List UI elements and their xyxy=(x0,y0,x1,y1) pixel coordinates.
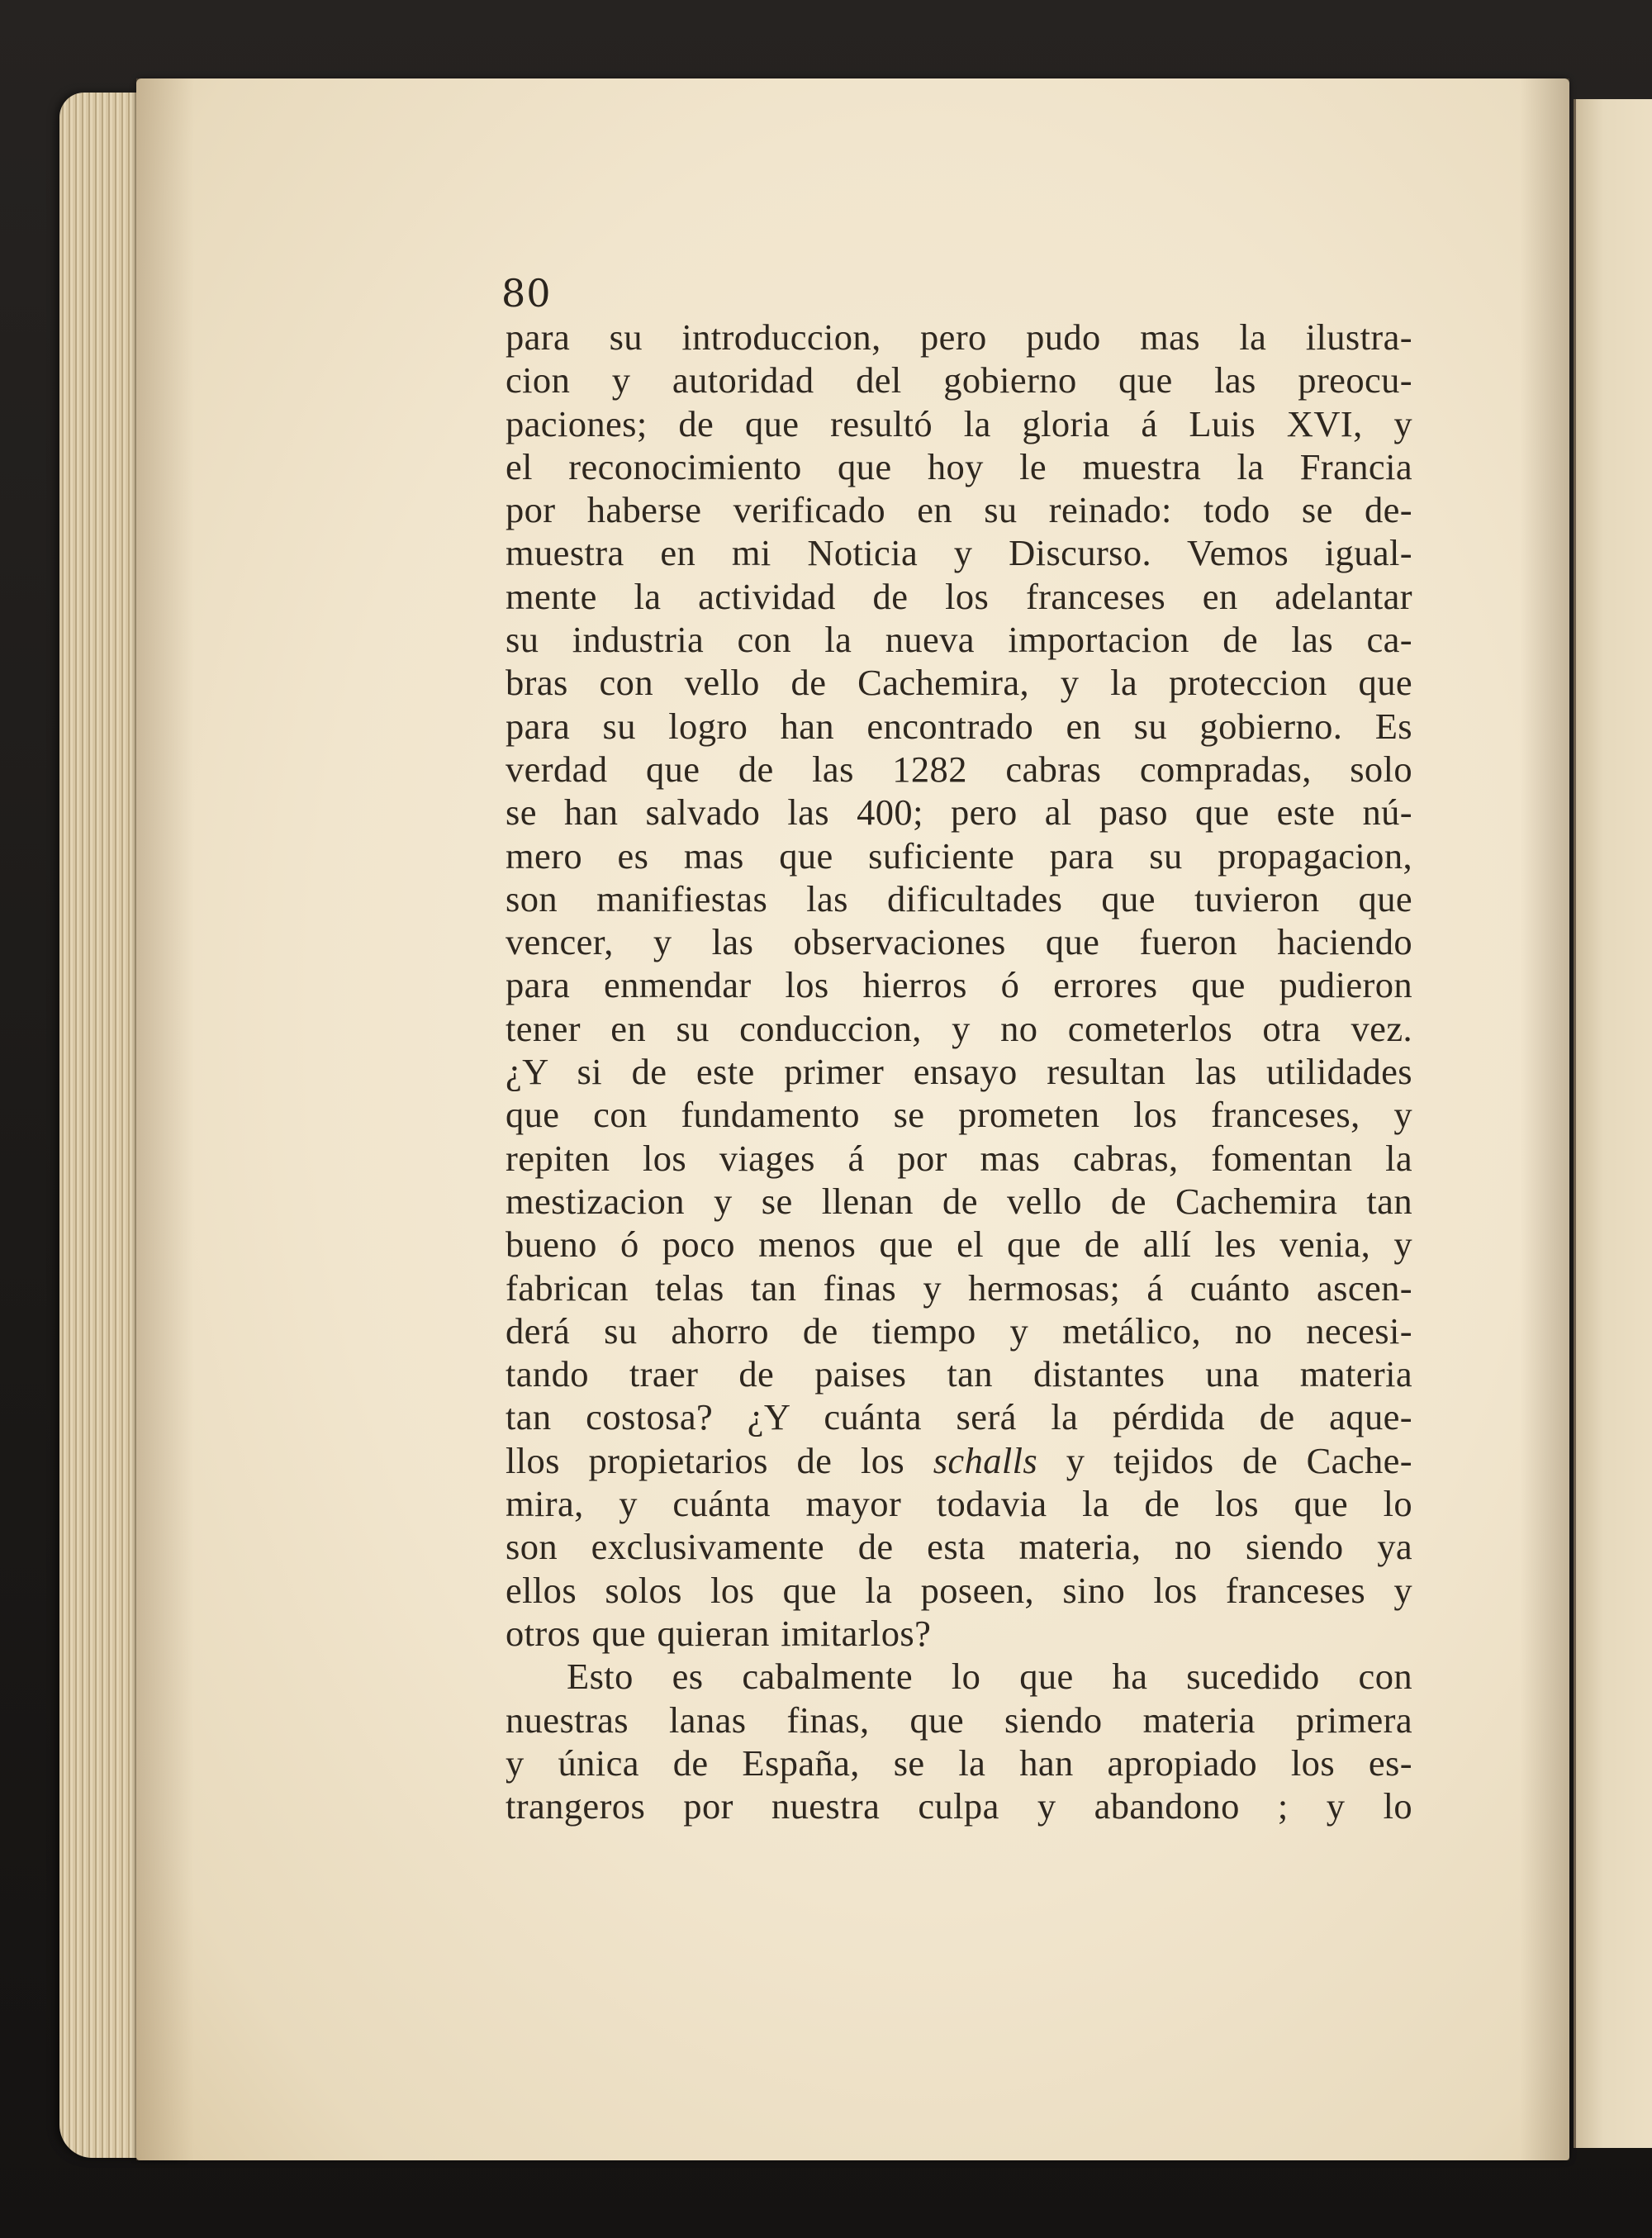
text-line: otros que quieran imitarlos? xyxy=(506,1612,932,1654)
text-line: repiten los viages á por mas cabras, fomentan la xyxy=(506,1137,1412,1179)
text-line: ¿Y si de este primer ensayo resultan las utilidades xyxy=(506,1051,1412,1093)
text-line: tener en su conduccion, y no cometerlos otra vez. xyxy=(506,1007,1412,1049)
text-segment: llos propietarios de los xyxy=(506,1439,905,1481)
paragraph-first-line: Esto es cabalmente lo que ha sucedido con xyxy=(567,1656,1412,1698)
page-number: 80 xyxy=(501,271,552,316)
text-line: se han salvado las 400; pero al paso que este nú- xyxy=(506,791,1412,834)
text-line: bueno ó poco menos que el que de allí les venia, y xyxy=(506,1224,1412,1266)
text-line: derá su ahorro de tiempo y metálico, no necesi- xyxy=(506,1309,1412,1352)
text-line: paciones; de que resultó la gloria á Luis XVI, y xyxy=(506,402,1412,444)
text-line: ellos solos los que la poseen, sino los franceses y xyxy=(506,1569,1412,1611)
page-left-shadow xyxy=(136,78,194,2160)
text-line: muestra en mi Noticia y Discurso. Vemos igual- xyxy=(506,532,1412,574)
facing-page-edge xyxy=(1574,99,1652,2148)
text-line: verdad que de las 1282 cabras compradas, solo xyxy=(506,748,1412,790)
text-line: para enmendar los hierros ó errores que pudieron xyxy=(506,964,1412,1006)
text-line: por haberse verificado en su reinado: todo se de- xyxy=(506,489,1412,531)
text-line: mero es mas que suficiente para su propagacion, xyxy=(506,834,1412,877)
text-line: mestizacion y se llenan de vello de Cachemira tan xyxy=(506,1180,1412,1222)
body-text xyxy=(506,316,1412,1827)
text-line: mente la actividad de los franceses en adelantar xyxy=(506,575,1412,617)
text-segment: y tejidos de Cache- xyxy=(1066,1439,1412,1481)
text-line: nuestras lanas finas, que siendo materia primera xyxy=(506,1699,1412,1741)
text-line: son manifiestas las dificultades que tuvieron que xyxy=(506,877,1412,919)
page-gutter-shadow xyxy=(1520,78,1569,2160)
text-line: el reconocimiento que hoy le muestra la Francia xyxy=(506,445,1412,487)
text-line-mixed xyxy=(506,1439,1412,1482)
text-line: tan costosa? ¿Y cuánta será la pérdida de aque- xyxy=(506,1396,1412,1438)
text-line: mira, y cuánta mayor todavia la de los que lo xyxy=(506,1483,1412,1525)
text-line: tando traer de paises tan distantes una materia xyxy=(506,1353,1412,1395)
text-line: vencer, y las observaciones que fueron haciendo xyxy=(506,921,1412,963)
italic-term: schalls xyxy=(933,1439,1038,1481)
text-line: y única de España, se la han apropiado los es- xyxy=(506,1741,1412,1784)
text-line: su industria con la nueva importacion de las ca- xyxy=(506,619,1412,661)
text-line: trangeros por nuestra culpa y abandono ; y lo xyxy=(506,1785,1412,1827)
text-line: para su logro han encontrado en su gobierno. Es xyxy=(506,705,1412,747)
text-line: para su introduccion, pero pudo mas la ilustra- xyxy=(506,316,1412,358)
text-line: cion y autoridad del gobierno que las preocu- xyxy=(506,359,1412,402)
text-line: son exclusivamente de esta materia, no siendo ya xyxy=(506,1526,1412,1568)
text-line: que con fundamento se prometen los franceses, y xyxy=(506,1094,1412,1136)
text-line: fabrican telas tan finas y hermosas; á cuánto ascen- xyxy=(506,1266,1412,1309)
text-line: bras con vello de Cachemira, y la proteccion que xyxy=(506,662,1412,704)
